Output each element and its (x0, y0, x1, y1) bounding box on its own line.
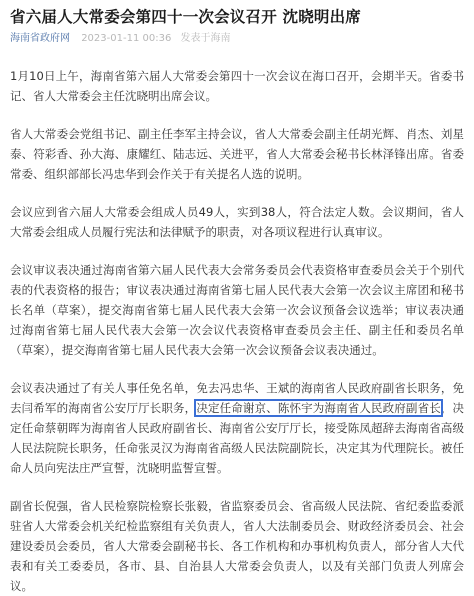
paragraph-attendees: 副省长倪强，省人民检察院检察长张毅，省监察委员会、省高级人民法院、省纪委监委派驻省人大常委会机关纪检监察组有关负责人，省人大法制委员会、财政经济委员会、社会建设委员会委员，省人大常委会副秘书长、各工作机构和办事机构负责人，部分省人大代表和有关工委委员，各市、县、自治县人大常委会负责人，以及有关部门负责人列席会议。 (10, 499, 464, 593)
paragraph-review: 会议审议表决通过海南省第六届人民代表大会常务委员会代表资格审查委员会关于个别代表的代表资格的报告；审议表决通过海南省第七届人民代表大会第一次会议主席团和秘书长名单（草案），提交海南省第七届人民代表大会第一次会议预备会议选举；审议表决通过海南省第七届人民代表大会第一次会议代表资格审查委员会主任、副主任和委员名单（草案），提交海南省第七届人民代表大会第一次会议预备会议表决通过。 (10, 263, 464, 357)
article-meta (10, 32, 464, 46)
paragraph-attendance: 省人大常委会党组书记、副主任李军主持会议，省人大常委会副主任胡光辉、肖杰、刘星泰、符彩香、孙大海、康耀红、陆志远、关进平，省人大常委会秘书长林泽锋出席。省委常委、组织部部长冯忠华到会作关于有关提名人选的说明。 (10, 127, 464, 181)
article-body (10, 66, 464, 596)
publish-date: 2023-01-11 00:36 (81, 33, 172, 44)
paragraph-quorum: 会议应到省六届人大常委会组成人员49人，实到38人，符合法定人数。会议期间，省人大常委会组成人员履行宪法和法律赋予的职责，对各项议程进行认真审议。 (10, 205, 464, 239)
appointments-text-after: ，决定任命蔡朝晖为海南省人民政府副省长、海南省公安厅厅长，接受陈凤超辞去海南省高级人民法院院长职务，任命张灵汉为海南省高级人民法院副院长，决定其为代理院长。被任命人员向宪法庄严宣誓，沈晓明监誓宣誓。 (10, 401, 465, 475)
appointments-text-before: 会议表决通过了有关人事任免名单，免去冯忠华、王斌的海南省人民政府副省长职务，免去闫希军的海南省公安厅厅长职务， (10, 381, 464, 415)
article-title: 省六届人大常委会第四十一次会议召开 沈晓明出席 (10, 8, 361, 26)
publish-location: 发表于海南 (180, 33, 231, 44)
paragraph-opening: 1月10日上午，海南省第六届人大常委会第四十一次会议在海口召开，会期半天。省委书记、省人大常委会主任沈晓明出席会议。 (10, 69, 464, 103)
source-link[interactable]: 海南省政府网 (10, 33, 70, 44)
highlighted-appointment: 决定任命谢京、陈怀宇为海南省人民政府副省长 (196, 401, 441, 415)
paragraph-appointments (10, 378, 464, 478)
